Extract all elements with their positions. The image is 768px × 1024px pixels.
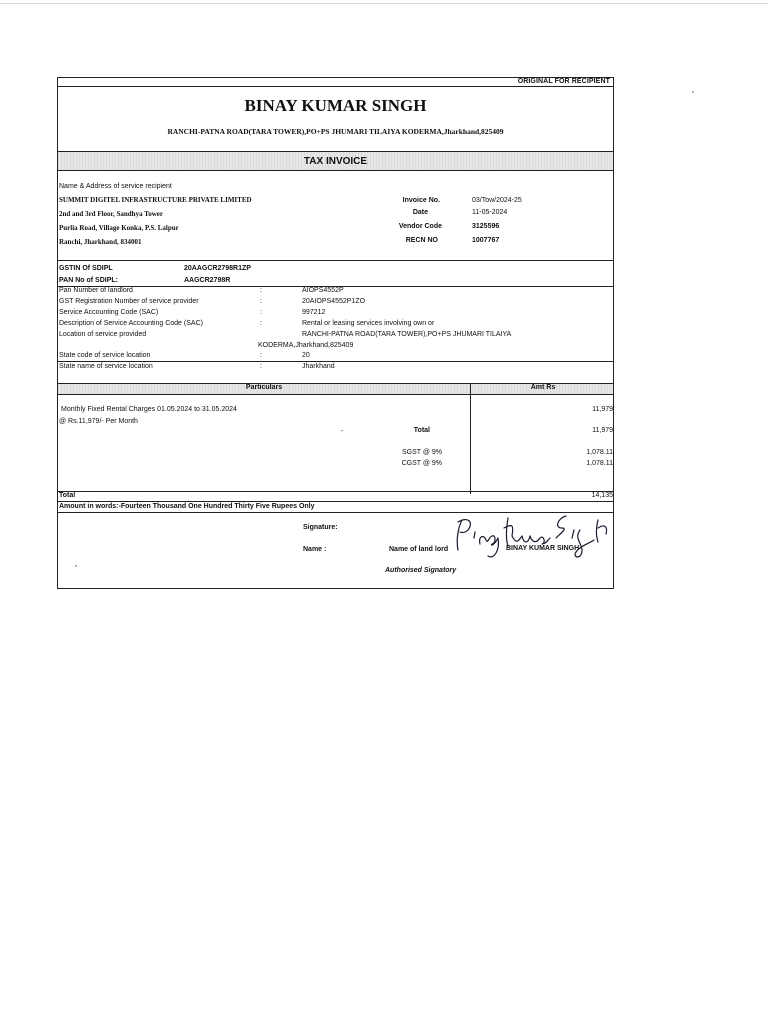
item-amount: 11,979 (592, 406, 613, 413)
sac-label: Service Accounting Code (SAC) (59, 309, 159, 316)
divider (58, 86, 613, 87)
subtotal-amount: 11,979 (592, 427, 613, 434)
divider (58, 361, 613, 362)
tax-invoice-document (57, 77, 614, 589)
divider (58, 501, 613, 502)
name-label: Name : (303, 546, 327, 553)
gstin-sdipl-value: 20AAGCR2798R1ZP (184, 265, 251, 272)
pan-sdipl-label: PAN No of SDIPL: (59, 277, 118, 284)
invoice-no-value: 03/Tow/2024-25 (472, 197, 522, 204)
grand-total-amount: 14,135 (591, 492, 613, 499)
vendor-code-value: 3125596 (472, 223, 500, 230)
grand-total-label: Total (59, 492, 76, 499)
recipient-heading: Name & Address of service recipient (59, 183, 172, 190)
landlord-name: BINAY KUMAR SINGH (506, 545, 580, 552)
handwritten-signature (448, 514, 612, 562)
original-for-recipient-label: ORIGINAL FOR RECIPIENT (517, 78, 610, 85)
landlord-label: Name of land lord (389, 546, 449, 553)
date-label: Date (412, 209, 428, 216)
recipient-address-line3: Ranchi, Jharkhand, 834001 (59, 238, 142, 246)
sgst-label: SGST @ 9% (401, 449, 442, 456)
state-code-value: 20 (302, 352, 310, 359)
vendor-code-label: Vendor Code (398, 223, 442, 230)
gst-provider-label: GST Registration Number of service provider (59, 298, 199, 305)
sac-description-value: Rental or leasing services involving own or (302, 320, 435, 327)
recn-value: 1007767 (472, 237, 500, 244)
tax-invoice-title: TAX INVOICE (303, 156, 368, 167)
location-line2: KODERMA,Jharkhand,825409 (258, 342, 354, 349)
divider (58, 260, 613, 261)
recipient-address-line1: 2nd and 3rd Floor, Sandhya Tower (59, 210, 163, 218)
amount-header: Amt Rs (530, 384, 556, 391)
state-name-label: State name of service location (59, 363, 153, 370)
company-name: BINAY KUMAR SINGH (244, 96, 427, 115)
recipient-address-line2: Purlia Road, Village Konka, P.S. Lalpur (59, 224, 179, 232)
cgst-amount: 1,078.11 (586, 460, 613, 467)
colon: : (260, 320, 262, 327)
item-description-line1: Monthly Fixed Rental Charges 01.05.2024 to 31.05.2024 (61, 406, 237, 413)
pan-landlord-label: Pan Number of landlord (59, 287, 133, 294)
sgst-amount: 1,078.11 (586, 449, 613, 456)
page-edge-line (0, 3, 768, 4)
date-value: 11-05-2024 (472, 209, 508, 216)
signature-label: Signature: (303, 524, 338, 531)
colon: : (260, 309, 262, 316)
subtotal-label: Total (413, 427, 430, 434)
colon: : (260, 287, 262, 294)
location-label: Location of service provided (59, 331, 147, 338)
colon: : (260, 298, 262, 305)
authorised-signatory: Authorised Signatory (385, 567, 457, 574)
divider (58, 512, 613, 513)
invoice-no-label: Invoice No. (402, 197, 440, 204)
gst-provider-value: 20AIOPS4552P1ZO (302, 298, 366, 305)
particulars-header: Particulars (245, 384, 283, 391)
cgst-label: CGST @ 9% (401, 460, 442, 467)
item-description-line2: @ Rs.11,979/- Per Month (59, 418, 138, 425)
sac-description-label: Description of Service Accounting Code (SAC) (59, 320, 203, 327)
amount-in-words: Amount in words:-Fourteen Thousand One Hundred Thirty Five Rupees Only (59, 503, 315, 510)
gstin-sdipl-label: GSTIN Of SDIPL (59, 265, 113, 272)
colon: : (260, 352, 262, 359)
scan-speck (692, 91, 694, 93)
pan-sdipl-value: AAGCR2798R (184, 277, 231, 284)
sac-value: 997212 (302, 309, 326, 316)
pan-landlord-value: AIOPS4552P (302, 287, 344, 294)
dash-mark: - (341, 428, 344, 435)
recn-label: RECN NO (405, 237, 438, 244)
location-line1: RANCHI-PATNA ROAD(TARA TOWER),PO+PS JHUMARI TILAIYA (302, 331, 512, 338)
colon: : (260, 363, 262, 370)
column-divider (470, 383, 471, 494)
state-name-value: Jharkhand (302, 363, 335, 370)
state-code-label: State code of service location (59, 352, 151, 359)
company-address: RANCHI-PATNA ROAD(TARA TOWER),PO+PS JHUMARI TILAIYA KODERMA,Jharkhand,825409 (167, 127, 504, 136)
recipient-name: SUMMIT DIGITEL INFRASTRUCTURE PRIVATE LIMITED (59, 196, 252, 204)
